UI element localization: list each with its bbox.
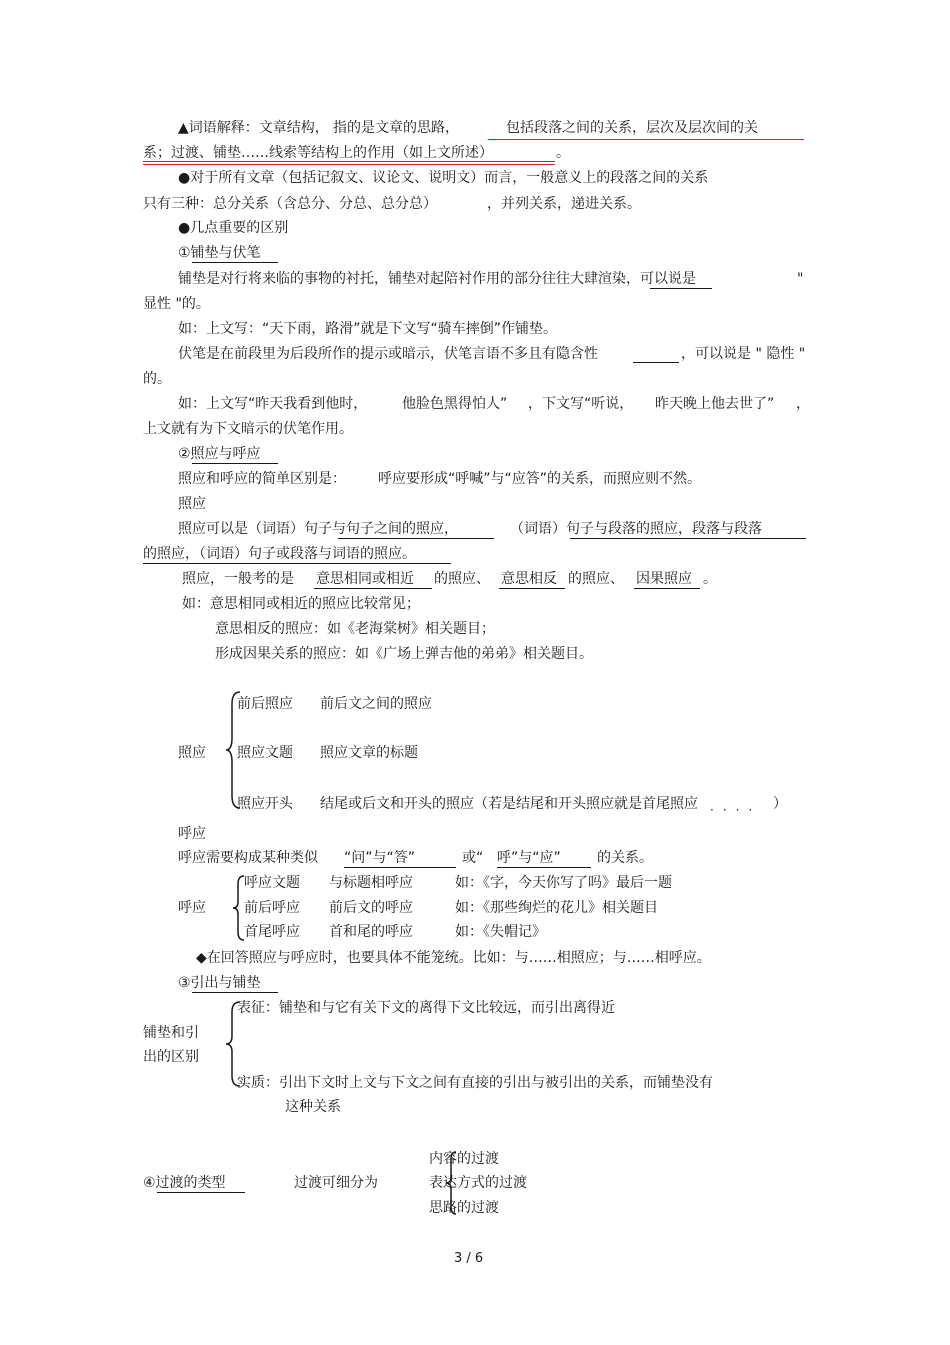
text-line: 如：上文写：“天下雨，路滑”就是下文写“骑车摔倒”作铺垫。 xyxy=(178,321,558,337)
text-line: 呼应要形成“呼喊”与“应答”的关系，而照应则不然。 xyxy=(378,471,702,487)
text-line: 照应 xyxy=(178,496,206,512)
section-heading: ③引出与铺垫 xyxy=(178,975,261,991)
text-line: 意思相同或相近 xyxy=(316,571,414,587)
blank-underline xyxy=(633,362,679,363)
text-line: ，并列关系，递进关系。 xyxy=(487,196,641,212)
text-line: 系；过渡、铺垫……线索等结构上的作用（如上文所述） xyxy=(143,145,493,161)
text-line: 。 xyxy=(703,571,717,587)
text-line: 这种关系 xyxy=(285,1099,341,1115)
text-line: 的照应，（词语）句子或段落与词语的照应。 xyxy=(143,546,416,562)
tree-term: 照应文题 xyxy=(237,745,293,761)
underline xyxy=(314,588,432,589)
tree-term: 照应开头 xyxy=(237,796,293,812)
text-line: 实质：引出下文时上文与下文之间有直接的引出与被引出的关系，而铺垫没有 xyxy=(237,1075,713,1091)
emphasis-dots: ···· xyxy=(710,803,762,817)
text-line: 指的是文章的思路， xyxy=(333,120,459,136)
text-line: 上文就有为下文暗示的伏笔作用。 xyxy=(143,421,353,437)
text-line: 的。 xyxy=(143,371,171,387)
tree-term: 呼应文题 xyxy=(244,875,300,891)
text-line: 过渡可细分为 xyxy=(294,1175,378,1191)
text-line: ，可以说是 " 隐性 " xyxy=(681,346,806,362)
underline xyxy=(570,538,806,539)
underline xyxy=(497,867,591,868)
text-line: ●对于所有文章（包括记叙文、议论文、说明文）而言，一般意义上的段落之间的关系 xyxy=(178,170,709,186)
tree-desc: 结尾或后文和开头的照应（若是结尾和开头照应就是首尾照应 xyxy=(320,796,698,812)
text-line: 如：上文写“昨天我看到他时， xyxy=(178,396,368,412)
text-line: 或“ xyxy=(462,850,484,866)
red-underline xyxy=(143,161,555,162)
section-heading: ①铺垫与伏笔 xyxy=(178,245,261,261)
text-line: ▲词语解释：文章结构， xyxy=(178,120,329,136)
text-line: 的照应、 xyxy=(434,571,490,587)
tree-desc: 首和尾的呼应 xyxy=(329,924,413,940)
tree-term: 前后照应 xyxy=(237,696,293,712)
tree-root: 呼应 xyxy=(178,900,206,916)
tree-example: 如：《失帽记》 xyxy=(455,924,546,940)
tree-root: 照应 xyxy=(178,745,206,761)
red-underline xyxy=(143,164,555,165)
tree-root: 出的区别 xyxy=(143,1049,199,1065)
tree-term: 首尾呼应 xyxy=(244,924,300,940)
text-line: 呼”与“应” xyxy=(497,850,561,866)
tree-example: 如：《字，今天你写了吗》最后一题 xyxy=(455,875,672,891)
text-line: 因果照应 xyxy=(636,571,692,587)
text-line: 的关系。 xyxy=(597,850,653,866)
tree-item: 思路的过渡 xyxy=(429,1200,499,1216)
section-heading: ④过渡的类型 xyxy=(143,1175,226,1191)
underline xyxy=(157,1192,245,1193)
underline xyxy=(192,262,278,263)
underline xyxy=(499,588,565,589)
text-line: 只有三种：总分关系（含总分、分总、总分总） xyxy=(143,196,437,212)
text-line: 意思相反 xyxy=(501,571,557,587)
text-line: 形成因果关系的照应：如《广场上弹吉他的弟弟》相关题目。 xyxy=(215,646,593,662)
red-underline xyxy=(488,139,804,140)
tree-item: 表达方式的过渡 xyxy=(429,1175,527,1191)
text-line: 他脸色黑得怕人” xyxy=(402,396,508,412)
text-line: " xyxy=(797,271,804,287)
tree-item: 内容的过渡 xyxy=(429,1151,499,1167)
section-heading: ②照应与呼应 xyxy=(178,446,261,462)
text-line: 照应和呼应的简单区别是： xyxy=(178,471,346,487)
text-line: （词语）句子与段落的照应，段落与段落 xyxy=(510,521,762,537)
text-line: ，下文写“听说， xyxy=(528,396,634,412)
text-line: 如：意思相同或相近的照应比较常见； xyxy=(182,596,420,612)
text-line: 昨天晚上他去世了” xyxy=(655,396,775,412)
text-line: 呼应 xyxy=(178,826,206,842)
text-line: 呼应需要构成某种类似 xyxy=(178,850,318,866)
tree-term: 前后呼应 xyxy=(244,900,300,916)
underline xyxy=(634,588,700,589)
tree-desc-tail: ） xyxy=(773,796,787,812)
text-line: 照应，一般考的是 xyxy=(182,571,294,587)
text-line: 显性 "的。 xyxy=(143,296,210,312)
tree-desc: 前后文之间的照应 xyxy=(320,696,432,712)
underline xyxy=(192,463,278,464)
tree-desc: 前后文的呼应 xyxy=(329,900,413,916)
text-line: “问”与“答” xyxy=(344,850,416,866)
text-line: 的照应、 xyxy=(568,571,624,587)
note-line: ◆在回答照应与呼应时，也要具体不能笼统。比如：与……相照应；与……相呼应。 xyxy=(196,950,711,966)
underline xyxy=(338,538,494,539)
text-line: 。 xyxy=(556,145,570,161)
underline xyxy=(192,992,278,993)
tree-root: 铺垫和引 xyxy=(143,1025,199,1041)
text-line: ， xyxy=(796,396,810,412)
text-line: 照应可以是（词语）句子与句子之间的照应， xyxy=(178,521,458,537)
text-line: 意思相反的照应：如《老海棠树》相关题目； xyxy=(215,621,495,637)
text-line: ●几点重要的区别 xyxy=(178,220,289,236)
text-line: 表征：铺垫和与它有关下文的离得下文比较远，而引出离得近 xyxy=(237,1000,615,1016)
tree-desc: 与标题相呼应 xyxy=(329,875,413,891)
underline xyxy=(143,563,451,564)
text-line: 铺垫是对行将来临的事物的衬托，铺垫对起陪衬作用的部分往往大肆渲染，可以说是 xyxy=(178,271,696,287)
underline xyxy=(650,288,712,289)
underline xyxy=(344,867,456,868)
text-line: 包括段落之间的关系，层次及层次间的关 xyxy=(506,120,758,136)
tree-example: 如：《那些绚烂的花儿》相关题目 xyxy=(455,900,658,916)
text-line: 伏笔是在前段里为后段所作的提示或暗示，伏笔言语不多且有隐含性 xyxy=(178,346,598,362)
page-number: 3 / 6 xyxy=(454,1251,484,1266)
tree-desc: 照应文章的标题 xyxy=(320,745,418,761)
